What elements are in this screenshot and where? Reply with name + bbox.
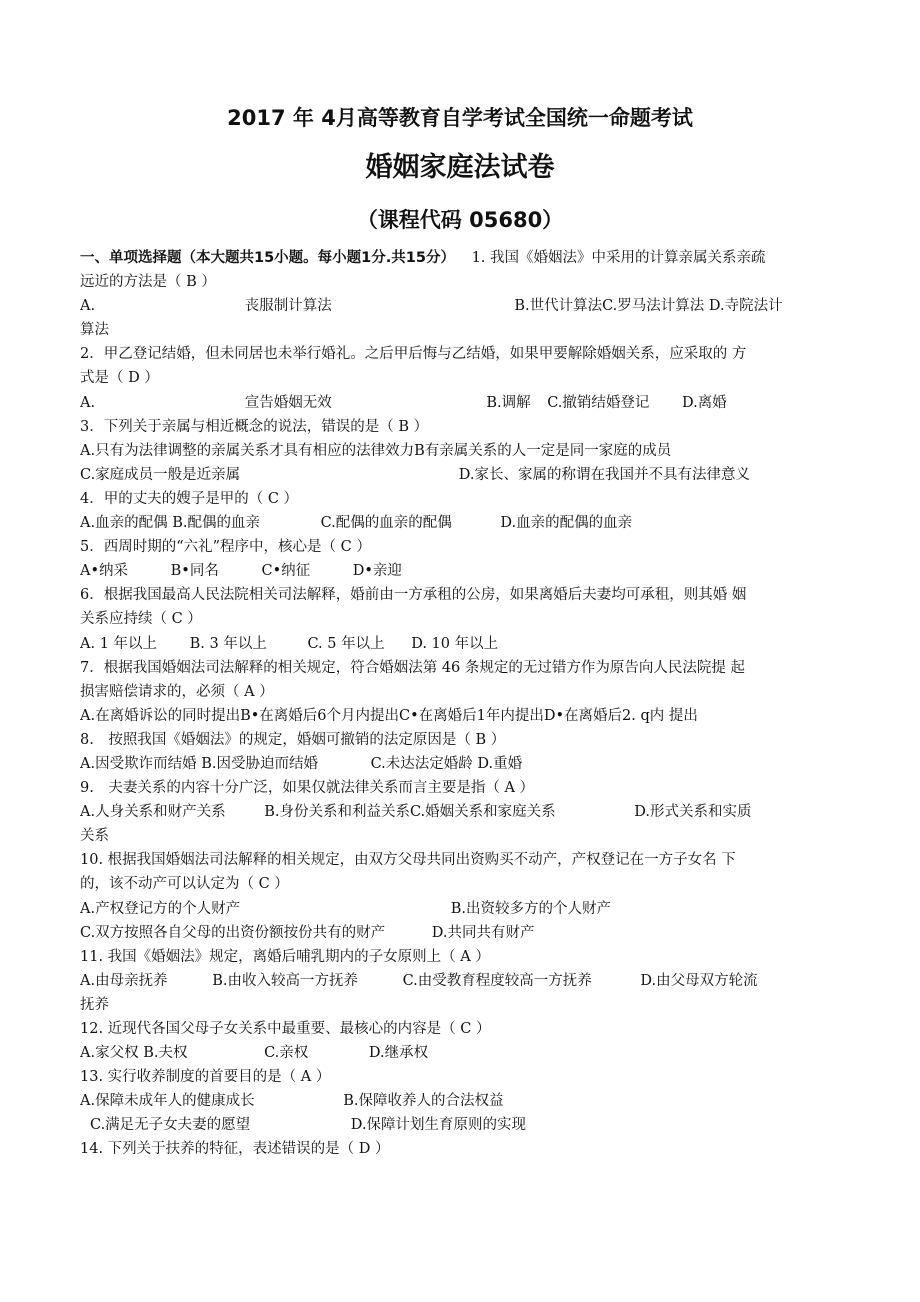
section-heading: 一、单项选择题（本大题共15小题。每小题1分.共15分）: [80, 250, 455, 266]
question-11-stem: 11. 我国《婚姻法》规定，离婚后哺乳期内的子女原则上（ A ）: [80, 948, 490, 965]
option-d-cont: 算法: [80, 322, 109, 339]
option-d: D.血亲的配偶的血亲: [500, 515, 633, 532]
option-d: D.家长、家属的称谓在我国并不具有法律意义: [458, 466, 751, 483]
options: A.在离婚诉讼的同时提出B•在离婚后6个月内提出C•在离婚后1年内提出D•在离婚后2. q内 提出: [80, 707, 698, 724]
question-9-stem: 9. 夫妻关系的内容十分广泛，如果仅就法律关系而言主要是指（ A ）: [80, 780, 535, 797]
option-d: D.由父母双方轮流: [640, 972, 758, 989]
option-b: B.调解: [486, 394, 531, 411]
option-b: B.保障收养人的合法权益: [343, 1093, 504, 1110]
option-a-b: A.血亲的配偶 B.配偶的血亲: [80, 515, 260, 532]
question-10-stem: 10. 根据我国婚姻法司法解释的相关规定，由双方父母共同出资购买不动产，产权登记在一方子女名 下: [80, 852, 736, 869]
option-b-c-d: B.世代计算法C.罗马法计算法 D.寺院法计: [514, 298, 783, 315]
option-label: A.: [80, 394, 96, 411]
option-d-cont: 抚养: [80, 996, 109, 1013]
option-c: C.亲权: [264, 1045, 309, 1062]
option-c: C•纳征: [261, 563, 311, 580]
option-d: D.共同共有财产: [431, 924, 535, 941]
option-a: 宣告婚姻无效: [244, 394, 332, 411]
option-d: D•亲迎: [352, 563, 402, 580]
option-d: D. 10 年以上: [411, 635, 499, 652]
option-b: B.由收入较高一方抚养: [212, 972, 358, 989]
exam-title: 2017 年 4月高等教育自学考试全国统一命题考试: [227, 106, 693, 130]
option-a-b: A.家父权 B.夫权: [80, 1045, 188, 1062]
question-5-stem: 5．西周时期的“六礼”程序中，核心是（ C ）: [80, 539, 371, 556]
option-d: D.继承权: [368, 1045, 429, 1062]
option-c: C.双方按照各自父母的出资份额按份共有的财产: [80, 924, 386, 941]
question-13-stem: 13. 实行收养制度的首要目的是（ A ）: [80, 1069, 331, 1086]
question-6-stem-cont: 关系应持续（ C ）: [80, 611, 202, 628]
option-a: A.保障未成年人的健康成长: [80, 1093, 255, 1110]
option-b: B.出资较多方的个人财产: [450, 900, 611, 917]
option-c: C.配偶的血亲的配偶: [320, 515, 452, 532]
option-d: D.离婚: [681, 394, 727, 411]
question-10-stem-cont: 的，该不动产可以认定为（ C ）: [80, 876, 289, 893]
option-a: A.产权登记方的个人财产: [80, 900, 241, 917]
option-b-c: B.身份关系和利益关系C.婚姻关系和家庭关系: [264, 804, 556, 821]
question-2-stem: 2．甲乙登记结婚，但未同居也未举行婚礼。之后甲后悔与乙结婚，如果甲要解除婚姻关系，应采取的 方: [80, 346, 747, 363]
option-c: C.家庭成员一般是近亲属: [80, 466, 241, 483]
option-d: D.保障计划生育原则的实现: [350, 1117, 527, 1134]
question-1-stem: 1. 我国《婚姻法》中采用的计算亲属关系亲疏: [471, 250, 766, 266]
option-b: B. 3 年以上: [189, 635, 267, 652]
option-a: A. 1 年以上: [80, 635, 158, 652]
option-a: A.人身关系和财产关系: [80, 804, 226, 821]
option-c-d: C.未达法定婚龄 D.重婚: [370, 755, 523, 772]
option-a: 丧服制计算法: [244, 298, 332, 315]
question-list: [80, 246, 842, 1162]
course-code: （课程代码 05680）: [356, 208, 564, 232]
option-c: C.由受教育程度较高一方抚养: [402, 972, 592, 989]
question-2-stem-cont: 式是（ D ）: [80, 370, 159, 387]
question-4-stem: 4．甲的丈夫的嫂子是甲的（ C ）: [80, 490, 299, 507]
option-d: D.形式关系和实质: [634, 804, 752, 821]
option-a: A.由母亲抚养: [80, 972, 168, 989]
option-d-cont: 关系: [80, 828, 109, 845]
option-b: B•同名: [170, 563, 219, 580]
question-1-line: [80, 246, 842, 270]
question-7-stem-cont: 损害赔偿请求的，必须（ A ）: [80, 683, 274, 700]
option-c: C.撤销结婚登记: [547, 394, 650, 411]
option-a-b: A.只有为法律调整的亲属关系才具有相应的法律效力B有亲属关系的人一定是同一家庭的成员: [80, 442, 672, 459]
paper-title: 婚姻家庭法试卷: [365, 152, 555, 183]
option-label: A.: [80, 298, 96, 315]
question-12-stem: 12. 近现代各国父母子女关系中最重要、最核心的内容是（ C ）: [80, 1021, 491, 1037]
question-14-stem: 14. 下列关于扶养的特征，表述错误的是（ D ）: [80, 1141, 390, 1158]
question-6-stem: 6．根据我国最高人民法院相关司法解释，婚前由一方承租的公房，如果离婚后夫妻均可承租，则其婚 姻: [80, 587, 747, 604]
question-1-stem-cont: 远近的方法是（ B ）: [80, 274, 216, 291]
option-c: C.满足无子女夫妻的愿望: [90, 1117, 251, 1134]
question-7-stem: 7．根据我国婚姻法司法解释的相关规定，符合婚姻法第 46 条规定的无过错方作为原告向人民法院提 起: [80, 659, 745, 676]
option-c: C. 5 年以上: [307, 635, 385, 652]
option-a: A•纳采: [80, 563, 129, 580]
option-a-b: A.因受欺诈而结婚 B.因受胁迫而结婚: [80, 755, 318, 772]
question-8-stem: 8. 按照我国《婚姻法》的规定，婚姻可撤销的法定原因是（ B ）: [80, 731, 506, 748]
question-3-stem: 3．下列关于亲属与相近概念的说法，错误的是（ B ）: [80, 418, 429, 435]
